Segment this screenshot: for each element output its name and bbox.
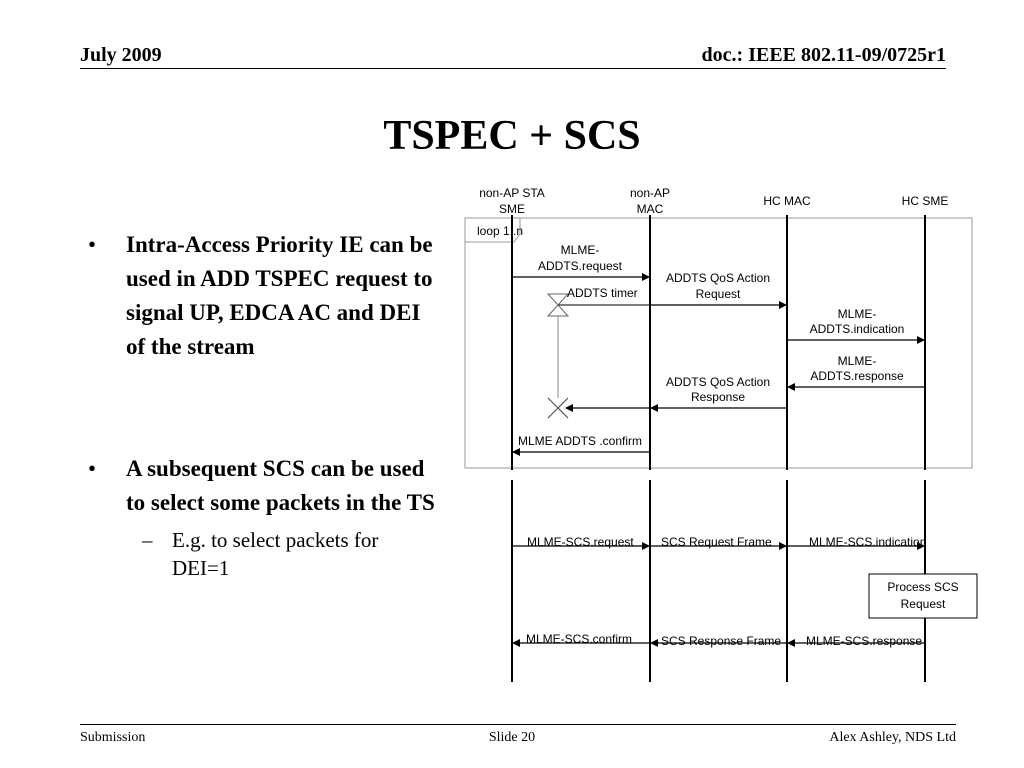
msg-label: MLME- [837,354,877,368]
msg-label: ADDTS.indication [809,322,905,336]
footer-author: Alex Ashley, NDS Ltd [829,730,956,745]
process-scs-label-2: Request [900,597,946,611]
bullet-text: Intra-Access Priority IE can be used in ADD TSPEC request to signal UP, EDCA AC and DEI of the stream [126,232,433,359]
header-doc-id: doc.: IEEE 802.11-09/0725r1 [701,44,946,66]
loop-frame [465,218,972,468]
msg-label: ADDTS.request [537,259,623,273]
timer-label: ADDTS timer [567,286,638,300]
sub-bullet-text: E.g. to select packets for DEI=1 [172,528,379,580]
footer-divider [80,724,956,725]
msg-label: MLME-SCS.response [806,634,923,648]
header-date: July 2009 [80,44,162,66]
loop-label: loop 1..n [477,224,524,238]
msg-label: ADDTS.response [810,369,904,383]
participant-label-hc-mac: HC MAC [763,194,811,208]
participant-label-sta-sme: SME [498,202,526,216]
msg-label: SCS Response Frame [661,634,782,648]
footer-submission: Submission [80,730,146,745]
participant-label-sta: non-AP STA [479,186,545,200]
slide-title: TSPEC + SCS [383,113,641,159]
msg-label: Response [690,390,746,404]
participant-label-hc-sme: HC SME [901,194,949,208]
msg-label: Request [695,287,741,301]
msg-label: MLME- [837,307,877,321]
msg-label: MLME-SCS.confirm [526,632,633,646]
msg-label: MLME- [560,243,600,257]
participant-label-mac: non-AP [629,186,671,200]
footer-slide-number: Slide 20 [488,730,536,745]
msg-label: SCS Request Frame [661,535,772,549]
msg-label: MLME ADDTS .confirm [517,434,643,448]
bullet-text: A subsequent SCS can be used to select some packets in the TS [126,456,435,515]
msg-label: ADDTS QoS Action [665,271,771,285]
process-scs-label: Process SCS [887,580,959,594]
msg-label: ADDTS QoS Action [665,375,771,389]
msg-label: MLME-SCS.indication [809,535,927,549]
participant-label-mac-2: MAC [636,202,664,216]
msg-label: MLME-SCS.request [527,535,634,549]
